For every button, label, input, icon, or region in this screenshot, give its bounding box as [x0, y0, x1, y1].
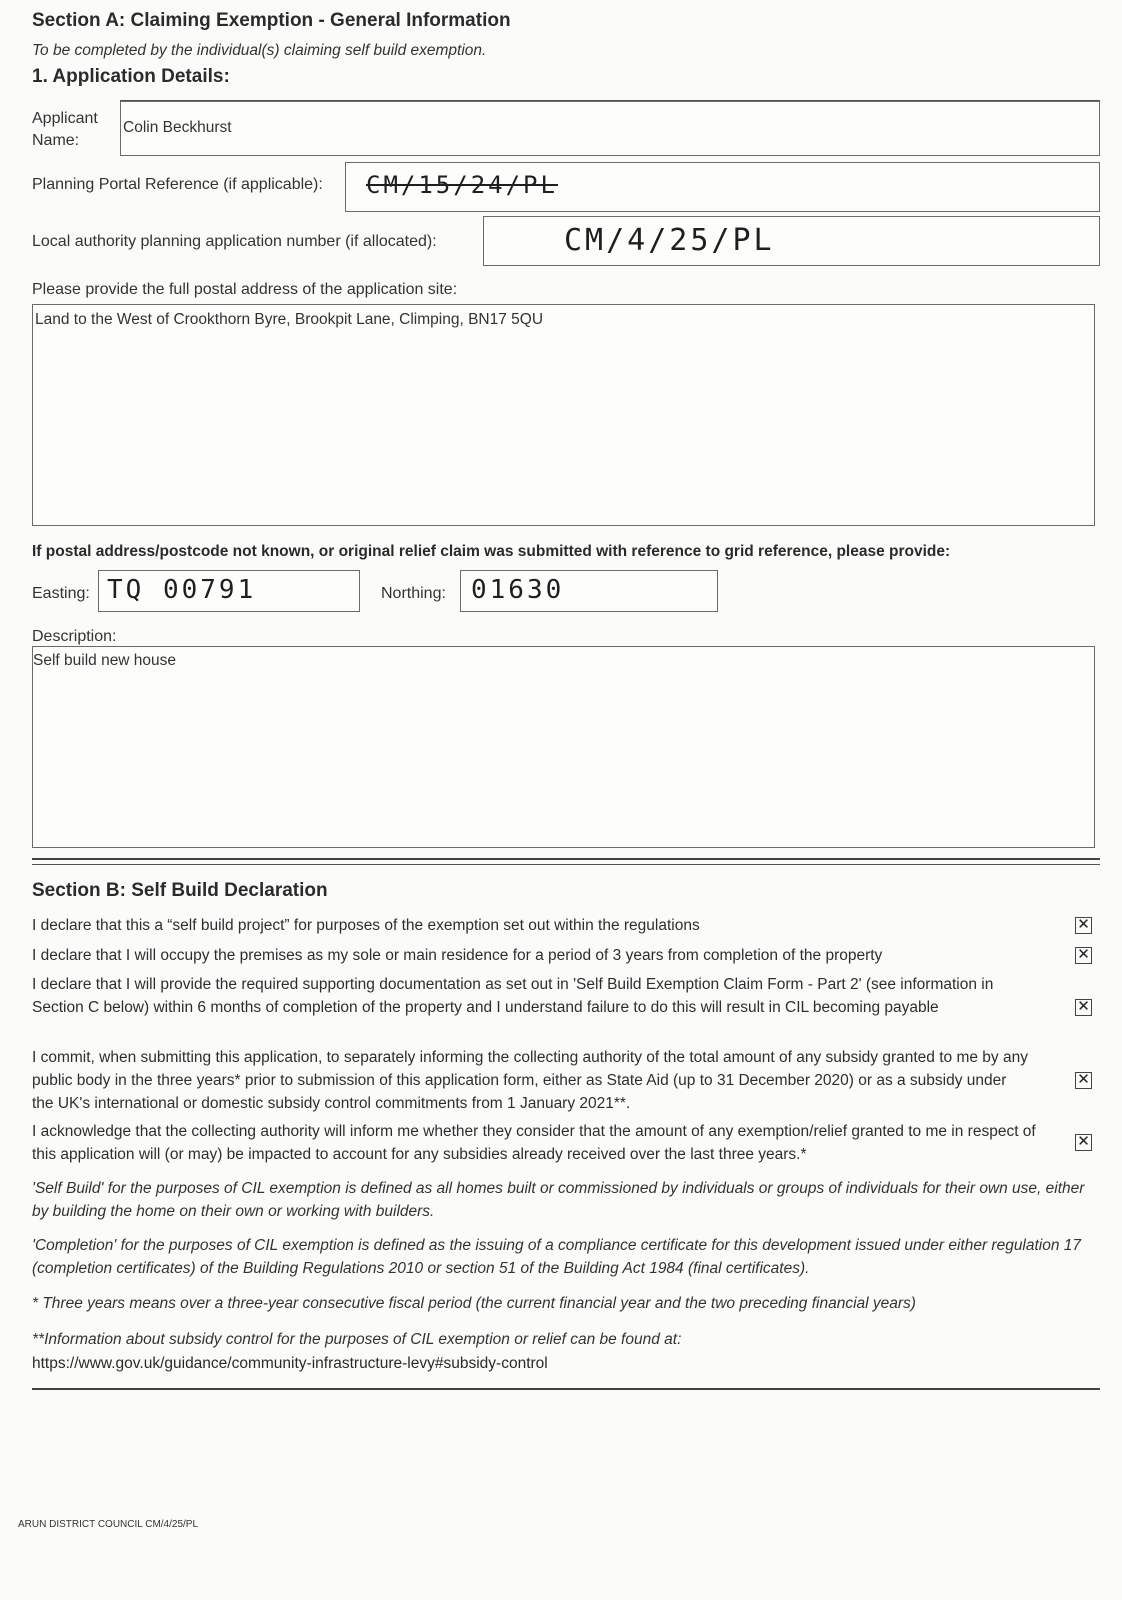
address-label: Please provide the full postal address of the application site:: [32, 281, 458, 298]
applicant-name-value: Colin Beckhurst: [123, 119, 232, 136]
planning-portal-field[interactable]: [345, 162, 1100, 212]
section-divider-bottom: [32, 864, 1100, 865]
declaration-2-text: I declare that I will occupy the premises as my sole or main residence for a period of 3 years from completion of the property: [32, 947, 883, 964]
applicant-label-line-2: Name:: [32, 132, 80, 149]
declaration-5-text: I acknowledge that the collecting authority will inform me whether they consider that the amount of any exemption/relief granted to me in respect of this application will (or may) be impacted to account for any subsidies already received over the last three years.*: [32, 1123, 1036, 1163]
footer-reference: ARUN DISTRICT COUNCIL CM/4/25/PL: [18, 1519, 199, 1530]
description-label: Description:: [32, 628, 117, 645]
planning-portal-label: Planning Portal Reference (if applicable):: [32, 176, 323, 193]
address-value: Land to the West of Crookthorn Byre, Brookpit Lane, Climping, BN17 5QU: [35, 311, 544, 328]
applicant-name-label: [32, 108, 98, 152]
declaration-4-text: I commit, when submitting this application, to separately informing the collecting authority of the total amount of any subsidy granted to me by any public body in the three years* prior to submission of this application form, either as State Aid (up to 31 December 2020) or as a subsidy under the UK's international or domestic subsidy control commitments from 1 January 2021**.: [32, 1049, 1028, 1112]
declaration-3-text: I declare that I will provide the required supporting documentation as set out in 'Self Build Exemption Claim Form - Part 2' (see information in Section C below) within 6 months of completion of the property and I understand failure to do this will result in CIL becoming payable: [32, 976, 994, 1016]
lpa-number-value: CM/4/25/PL: [564, 223, 775, 258]
description-field[interactable]: [32, 646, 1095, 848]
section-a-title: Section A: Claiming Exemption - General Information: [32, 10, 511, 31]
northing-value: 01630: [471, 575, 565, 605]
declaration-1-text: I declare that this a “self build project” for purposes of the exemption set out within the regulations: [32, 917, 700, 934]
lpa-number-label: Local authority planning application number (if allocated):: [32, 233, 437, 250]
northing-label: Northing:: [381, 585, 446, 602]
subsidy-info-note: **Information about subsidy control for the purposes of CIL exemption or relief can be found at:: [32, 1331, 682, 1348]
declaration-4-checkbox[interactable]: ✕: [1075, 1072, 1092, 1089]
bottom-rule: [32, 1388, 1100, 1390]
section-b-title: Section B: Self Build Declaration: [32, 880, 328, 901]
easting-label: Easting:: [32, 585, 90, 602]
section-a-subtitle: To be completed by the individual(s) claiming self build exemption.: [32, 42, 487, 59]
declaration-2-checkbox[interactable]: ✕: [1075, 947, 1092, 964]
three-years-note: * Three years means over a three-year consecutive fiscal period (the current financial year and the two preceding financial years): [32, 1295, 916, 1312]
completion-definition-note: 'Completion' for the purposes of CIL exemption is defined as the issuing of a compliance certificate for this development issued under either regulation 17 (completion certificates) of the Building Regulations 2010 or section 51 of the Building Act 1984 (final certificates).: [32, 1237, 1082, 1277]
planning-portal-value: CM/15/24/PL: [366, 171, 558, 199]
declaration-3-checkbox[interactable]: ✕: [1075, 999, 1092, 1016]
declaration-1-checkbox[interactable]: ✕: [1075, 917, 1092, 934]
northing-field[interactable]: [460, 570, 718, 612]
subsidy-control-link[interactable]: https://www.gov.uk/guidance/community-infrastructure-levy#subsidy-control: [32, 1355, 548, 1372]
description-value: Self build new house: [33, 652, 177, 669]
grid-reference-heading: If postal address/postcode not known, or original relief claim was submitted with reference to grid reference, please provide:: [32, 543, 951, 560]
declaration-5-checkbox[interactable]: ✕: [1075, 1134, 1092, 1151]
easting-field[interactable]: [98, 570, 360, 612]
application-details-heading: 1. Application Details:: [32, 66, 230, 87]
section-divider-top: [32, 858, 1100, 860]
applicant-label-line-1: Applicant: [32, 110, 98, 127]
easting-value: TQ 00791: [107, 575, 257, 605]
lpa-number-field[interactable]: [483, 216, 1100, 266]
address-field[interactable]: [32, 304, 1095, 526]
self-build-definition-note: 'Self Build' for the purposes of CIL exemption is defined as all homes built or commissioned by individuals or groups of individuals for their own use, either by building the home on their own or working with builders.: [32, 1180, 1085, 1220]
applicant-name-field[interactable]: [120, 101, 1100, 156]
